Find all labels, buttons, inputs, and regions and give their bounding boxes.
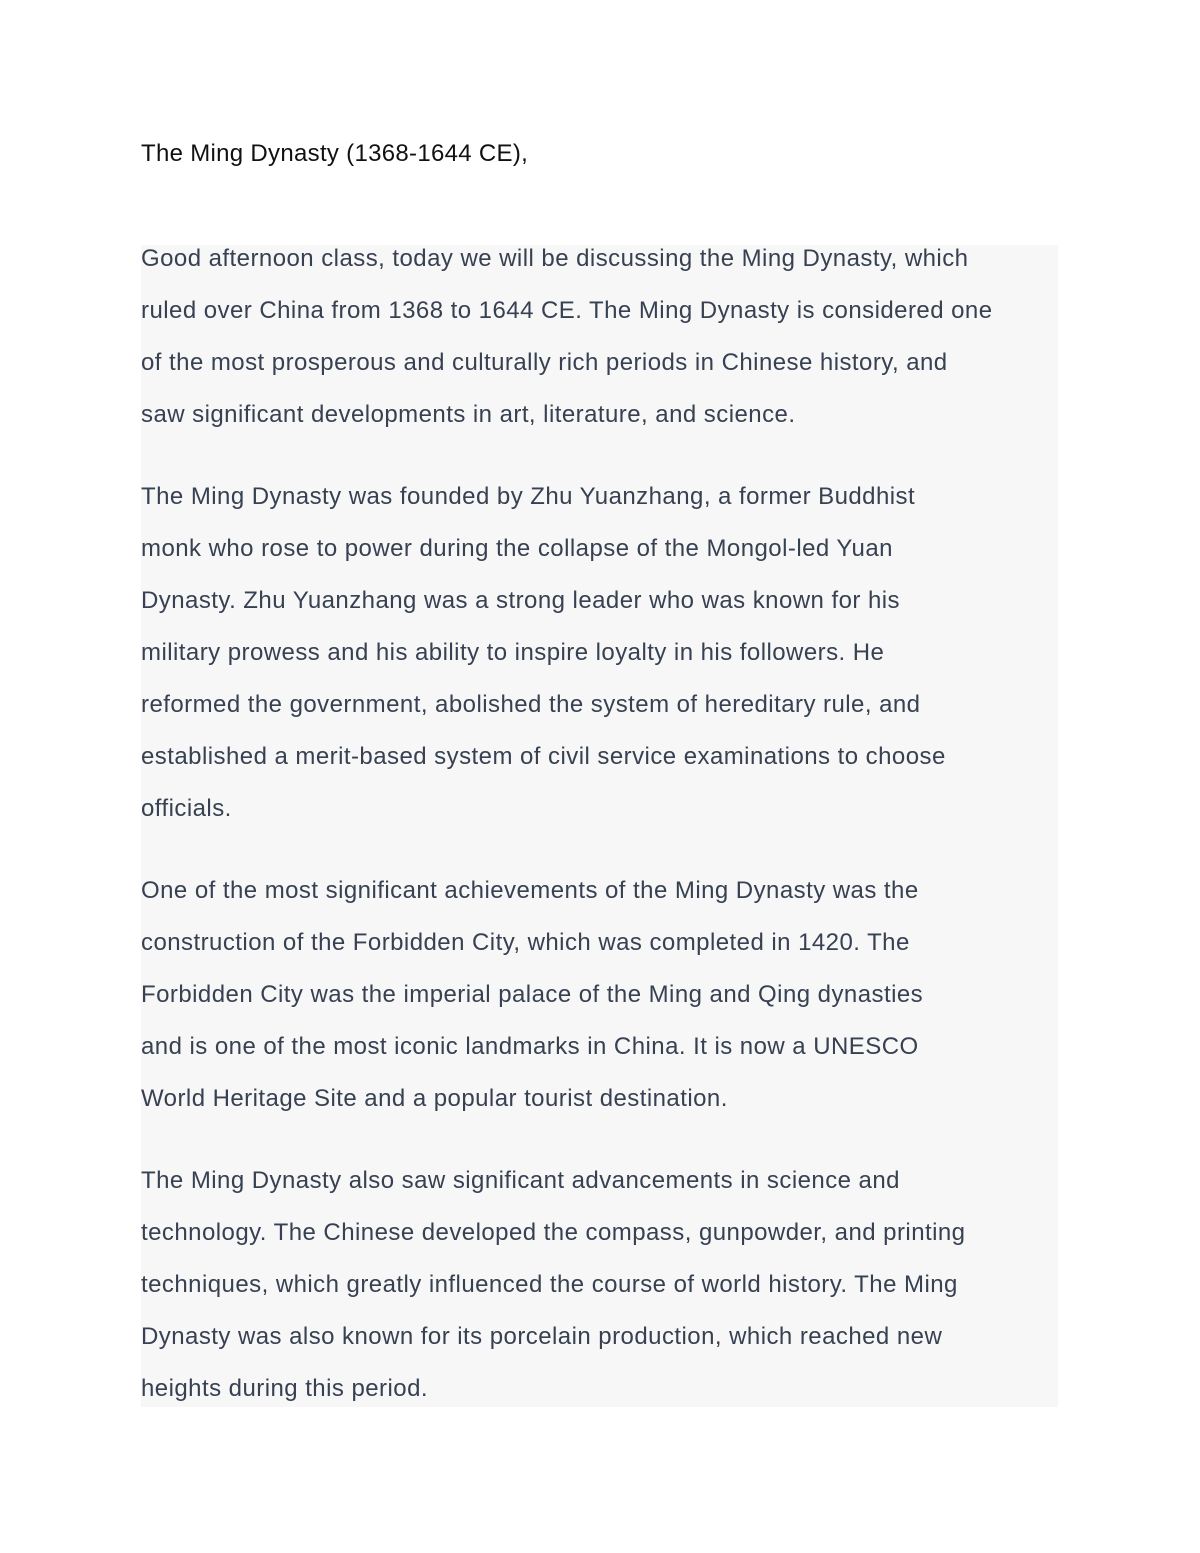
text-line: saw significant developments in art, literature, and science. xyxy=(141,401,796,428)
paragraph xyxy=(141,1155,1071,1415)
text-line: Dynasty. Zhu Yuanzhang was a strong leader who was known for his xyxy=(141,587,900,614)
text-line: reformed the government, abolished the system of hereditary rule, and xyxy=(141,691,921,718)
paragraph xyxy=(141,865,1071,1125)
text-line: construction of the Forbidden City, which was completed in 1420. The xyxy=(141,929,910,956)
text-line: Good afternoon class, today we will be discussing the Ming Dynasty, which xyxy=(141,245,969,272)
text-line: monk who rose to power during the collapse of the Mongol-led Yuan xyxy=(141,535,893,562)
document-title: The Ming Dynasty (1368-1644 CE), xyxy=(141,140,529,167)
text-line: ruled over China from 1368 to 1644 CE. The Ming Dynasty is considered one xyxy=(141,297,993,324)
text-line: World Heritage Site and a popular tourist destination. xyxy=(141,1085,728,1112)
text-line: The Ming Dynasty also saw significant advancements in science and xyxy=(141,1167,900,1194)
text-line: officials. xyxy=(141,795,232,822)
text-line: established a merit-based system of civil service examinations to choose xyxy=(141,743,946,770)
text-line: techniques, which greatly influenced the course of world history. The Ming xyxy=(141,1271,958,1298)
paragraph xyxy=(141,233,1071,441)
text-line: military prowess and his ability to inspire loyalty in his followers. He xyxy=(141,639,885,666)
paragraph xyxy=(141,471,1071,835)
text-line: of the most prosperous and culturally rich periods in Chinese history, and xyxy=(141,349,948,376)
text-line: technology. The Chinese developed the compass, gunpowder, and printing xyxy=(141,1219,966,1246)
text-line: Forbidden City was the imperial palace of the Ming and Qing dynasties xyxy=(141,981,924,1008)
text-line: and is one of the most iconic landmarks in China. It is now a UNESCO xyxy=(141,1033,919,1060)
text-line: One of the most significant achievements of the Ming Dynasty was the xyxy=(141,877,919,904)
text-line: heights during this period. xyxy=(141,1375,428,1402)
document-body xyxy=(141,233,1071,1445)
text-line: The Ming Dynasty was founded by Zhu Yuanzhang, a former Buddhist xyxy=(141,483,916,510)
text-line: Dynasty was also known for its porcelain production, which reached new xyxy=(141,1323,943,1350)
